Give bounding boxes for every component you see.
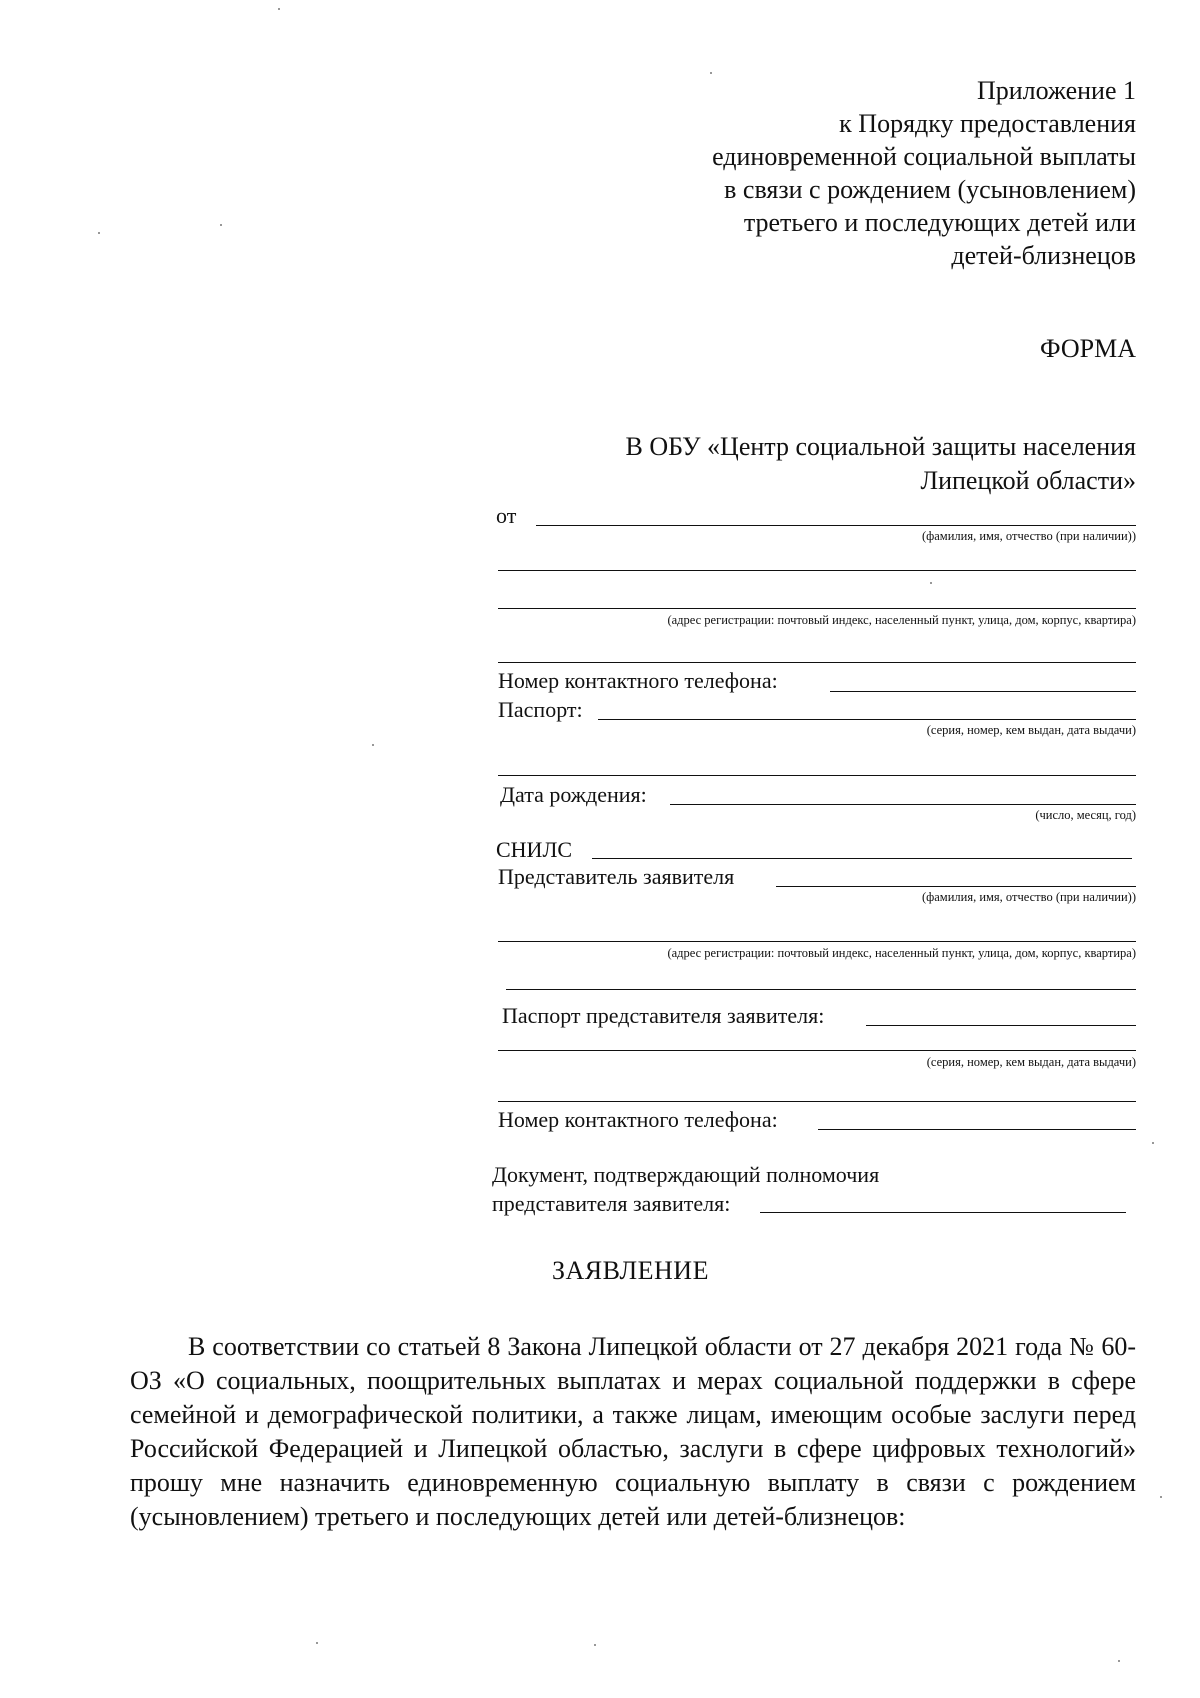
- address-field-2[interactable]: [498, 608, 1136, 609]
- representative-passport-field-2[interactable]: [498, 1050, 1136, 1051]
- from-label: от: [496, 503, 517, 528]
- passport-field[interactable]: [598, 719, 1136, 720]
- representative-passport-label: Паспорт представителя заявителя:: [502, 1003, 825, 1028]
- representative-address-field-1[interactable]: [498, 941, 1136, 942]
- address-field-3[interactable]: [498, 662, 1136, 663]
- recipient-line-1: В ОБУ «Центр социальной защиты населения: [625, 432, 1136, 461]
- snils-label: СНИЛС: [496, 837, 573, 862]
- scan-speck: [594, 1644, 596, 1646]
- snils-field[interactable]: [592, 858, 1132, 859]
- fio-caption: (фамилия, имя, отчество (при наличии)): [921, 529, 1136, 543]
- representative-fio-caption: (фамилия, имя, отчество (при наличии)): [921, 890, 1136, 904]
- representative-passport-field-3[interactable]: [498, 1101, 1136, 1102]
- recipient-line-2: Липецкой области»: [920, 466, 1136, 495]
- representative-fio-field[interactable]: [776, 886, 1136, 887]
- birth-date-caption: (число, месяц, год): [1035, 808, 1136, 822]
- appendix-line: детей-близнецов: [951, 241, 1136, 270]
- statement-body: [130, 1330, 1136, 1534]
- passport-caption: (серия, номер, кем выдан, дата выдачи): [926, 723, 1136, 737]
- statement-title: ЗАЯВЛЕНИЕ: [552, 1256, 709, 1285]
- authority-document-field[interactable]: [760, 1212, 1126, 1213]
- scan-speck: [372, 744, 374, 746]
- passport-field-2[interactable]: [498, 775, 1136, 776]
- appendix-header: [712, 74, 1136, 272]
- authority-document-label-2: представителя заявителя:: [492, 1191, 731, 1216]
- representative-address-field-2[interactable]: [506, 989, 1136, 990]
- phone-field[interactable]: [830, 691, 1136, 692]
- scan-speck: [220, 224, 222, 226]
- appendix-line: в связи с рождением (усыновлением): [724, 175, 1136, 204]
- phone-label: Номер контактного телефона:: [498, 668, 778, 693]
- scan-speck: [1160, 1496, 1162, 1498]
- appendix-line: третьего и последующих детей или: [743, 208, 1136, 237]
- representative-phone-field[interactable]: [818, 1129, 1136, 1130]
- representative-label: Представитель заявителя: [498, 864, 735, 889]
- scan-speck: [316, 1642, 318, 1644]
- representative-passport-field[interactable]: [866, 1025, 1136, 1026]
- scan-speck: [930, 582, 932, 584]
- address-field-1[interactable]: [498, 570, 1136, 571]
- appendix-line: Приложение 1: [976, 76, 1136, 105]
- scan-speck: [1152, 1142, 1154, 1144]
- representative-passport-caption: (серия, номер, кем выдан, дата выдачи): [926, 1055, 1136, 1069]
- statement-paragraph: В соответствии со статьей 8 Закона Липецкой области от 27 декабря 2021 года № 60-ОЗ «О социальных, поощрительных выплатах и мерах социальной поддержки в сфере семейной и демографической политики, а также лицам, имеющим особые заслуги перед Российской Федерацией и Липецкой областью, заслуги в сфере цифровых технологий» прошу мне назначить единовременную социальную выплату в связи с рождением (усыновлением) третьего и последующих детей или детей-близнецов:: [130, 1332, 1136, 1531]
- authority-document-label-1: Документ, подтверждающий полномочия: [492, 1162, 880, 1187]
- birth-date-field[interactable]: [670, 804, 1136, 805]
- representative-phone-label: Номер контактного телефона:: [498, 1107, 778, 1132]
- scan-speck: [98, 232, 100, 234]
- appendix-line: к Порядку предоставления: [839, 109, 1136, 138]
- recipient-block: [626, 430, 1136, 498]
- fio-field[interactable]: [536, 525, 1136, 526]
- appendix-line: единовременной социальной выплаты: [712, 142, 1136, 171]
- passport-label: Паспорт:: [498, 697, 583, 722]
- address-caption: (адрес регистрации: почтовый индекс, населенный пункт, улица, дом, корпус, квартира): [667, 613, 1136, 627]
- scan-speck: [710, 72, 712, 74]
- scan-speck: [278, 8, 280, 10]
- representative-address-caption: (адрес регистрации: почтовый индекс, населенный пункт, улица, дом, корпус, квартира): [667, 946, 1136, 960]
- form-label: ФОРМА: [1040, 334, 1136, 363]
- scan-speck: [1118, 1660, 1120, 1662]
- birth-date-label: Дата рождения:: [500, 782, 647, 807]
